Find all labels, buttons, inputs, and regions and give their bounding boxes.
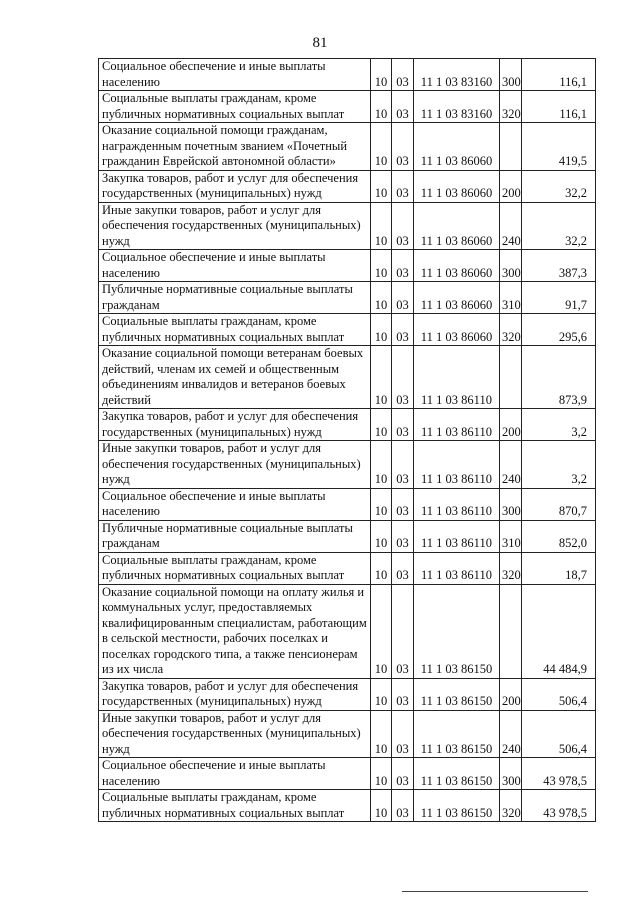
table-row <box>99 710 596 758</box>
subsection-code-cell: 03 <box>392 59 414 91</box>
section-code-cell: 10 <box>371 520 392 552</box>
target-article-cell: 11 1 03 86060 <box>414 170 500 202</box>
target-article-cell: 11 1 03 86150 <box>414 678 500 710</box>
section-code-cell: 10 <box>371 552 392 584</box>
target-article-cell: 11 1 03 86150 <box>414 790 500 822</box>
section-code-cell: 10 <box>371 584 392 678</box>
amount-cell: 43 978,5 <box>522 758 596 790</box>
subsection-code-cell: 03 <box>392 282 414 314</box>
amount-cell: 43 978,5 <box>522 790 596 822</box>
amount-cell: 3,2 <box>522 409 596 441</box>
row-name-cell: Оказание социальной помощи на оплату жилья и коммунальных услуг, предоставляемых квалифицированным специалистам, работающим в сельской местности, рабочих поселках и поселках городского типа, а также пенсионерам из их числа <box>99 584 371 678</box>
target-article-cell: 11 1 03 86110 <box>414 488 500 520</box>
expense-type-cell: 240 <box>500 202 522 250</box>
subsection-code-cell: 03 <box>392 346 414 409</box>
expense-type-cell: 300 <box>500 758 522 790</box>
expense-type-cell: 300 <box>500 59 522 91</box>
section-code-cell: 10 <box>371 314 392 346</box>
row-name-cell: Иные закупки товаров, работ и услуг для обеспечения государственных (муниципальных) нужд <box>99 441 371 489</box>
subsection-code-cell: 03 <box>392 678 414 710</box>
table-row <box>99 790 596 822</box>
table-row <box>99 758 596 790</box>
row-name-cell: Закупка товаров, работ и услуг для обеспечения государственных (муниципальных) нужд <box>99 409 371 441</box>
row-name-cell: Оказание социальной помощи ветеранам боевых действий, членам их семей и общественным объединениям инвалидов и ветеранов боевых действий <box>99 346 371 409</box>
subsection-code-cell: 03 <box>392 758 414 790</box>
subsection-code-cell: 03 <box>392 552 414 584</box>
table-row <box>99 488 596 520</box>
section-code-cell: 10 <box>371 488 392 520</box>
expense-type-cell <box>500 584 522 678</box>
row-name-cell: Социальное обеспечение и иные выплаты населению <box>99 488 371 520</box>
subsection-code-cell: 03 <box>392 91 414 123</box>
table-row <box>99 282 596 314</box>
subsection-code-cell: 03 <box>392 584 414 678</box>
table-row <box>99 520 596 552</box>
section-code-cell: 10 <box>371 790 392 822</box>
section-code-cell: 10 <box>371 59 392 91</box>
row-name-cell: Закупка товаров, работ и услуг для обеспечения государственных (муниципальных) нужд <box>99 678 371 710</box>
target-article-cell: 11 1 03 86060 <box>414 282 500 314</box>
subsection-code-cell: 03 <box>392 710 414 758</box>
row-name-cell: Оказание социальной помощи гражданам, награжденным почетным званием «Почетный гражданин Еврейской автономной области» <box>99 123 371 171</box>
subsection-code-cell: 03 <box>392 441 414 489</box>
expense-type-cell: 320 <box>500 91 522 123</box>
section-code-cell: 10 <box>371 678 392 710</box>
section-code-cell: 10 <box>371 346 392 409</box>
expense-type-cell: 310 <box>500 282 522 314</box>
amount-cell: 506,4 <box>522 678 596 710</box>
amount-cell: 116,1 <box>522 59 596 91</box>
row-name-cell: Социальное обеспечение и иные выплаты населению <box>99 59 371 91</box>
footer-line <box>402 891 588 892</box>
section-code-cell: 10 <box>371 758 392 790</box>
amount-cell: 32,2 <box>522 170 596 202</box>
row-name-cell: Социальные выплаты гражданам, кроме публичных нормативных социальных выплат <box>99 314 371 346</box>
target-article-cell: 11 1 03 86060 <box>414 250 500 282</box>
section-code-cell: 10 <box>371 91 392 123</box>
row-name-cell: Социальные выплаты гражданам, кроме публичных нормативных социальных выплат <box>99 91 371 123</box>
table-row <box>99 202 596 250</box>
subsection-code-cell: 03 <box>392 488 414 520</box>
subsection-code-cell: 03 <box>392 409 414 441</box>
target-article-cell: 11 1 03 86110 <box>414 346 500 409</box>
expense-type-cell: 200 <box>500 409 522 441</box>
row-name-cell: Социальные выплаты гражданам, кроме публичных нормативных социальных выплат <box>99 790 371 822</box>
amount-cell: 32,2 <box>522 202 596 250</box>
target-article-cell: 11 1 03 83160 <box>414 59 500 91</box>
amount-cell: 852,0 <box>522 520 596 552</box>
expense-type-cell: 240 <box>500 441 522 489</box>
table-row <box>99 123 596 171</box>
amount-cell: 870,7 <box>522 488 596 520</box>
expense-type-cell: 240 <box>500 710 522 758</box>
budget-table <box>98 58 596 822</box>
section-code-cell: 10 <box>371 123 392 171</box>
expense-type-cell: 200 <box>500 678 522 710</box>
target-article-cell: 11 1 03 86060 <box>414 123 500 171</box>
subsection-code-cell: 03 <box>392 123 414 171</box>
subsection-code-cell: 03 <box>392 250 414 282</box>
target-article-cell: 11 1 03 86110 <box>414 441 500 489</box>
expense-type-cell: 320 <box>500 790 522 822</box>
row-name-cell: Публичные нормативные социальные выплаты гражданам <box>99 282 371 314</box>
target-article-cell: 11 1 03 86150 <box>414 584 500 678</box>
expense-type-cell <box>500 346 522 409</box>
target-article-cell: 11 1 03 86060 <box>414 202 500 250</box>
expense-type-cell: 300 <box>500 488 522 520</box>
row-name-cell: Иные закупки товаров, работ и услуг для обеспечения государственных (муниципальных) нужд <box>99 202 371 250</box>
row-name-cell: Социальное обеспечение и иные выплаты населению <box>99 250 371 282</box>
table-row <box>99 250 596 282</box>
row-name-cell: Иные закупки товаров, работ и услуг для обеспечения государственных (муниципальных) нужд <box>99 710 371 758</box>
target-article-cell: 11 1 03 86060 <box>414 314 500 346</box>
amount-cell: 18,7 <box>522 552 596 584</box>
target-article-cell: 11 1 03 86150 <box>414 710 500 758</box>
expense-type-cell <box>500 123 522 171</box>
subsection-code-cell: 03 <box>392 202 414 250</box>
subsection-code-cell: 03 <box>392 520 414 552</box>
table-row <box>99 584 596 678</box>
amount-cell: 419,5 <box>522 123 596 171</box>
section-code-cell: 10 <box>371 282 392 314</box>
table-row <box>99 314 596 346</box>
subsection-code-cell: 03 <box>392 790 414 822</box>
table-row <box>99 441 596 489</box>
row-name-cell: Социальное обеспечение и иные выплаты населению <box>99 758 371 790</box>
budget-table-body <box>99 59 596 822</box>
table-row <box>99 678 596 710</box>
expense-type-cell: 300 <box>500 250 522 282</box>
section-code-cell: 10 <box>371 202 392 250</box>
section-code-cell: 10 <box>371 441 392 489</box>
amount-cell: 116,1 <box>522 91 596 123</box>
section-code-cell: 10 <box>371 250 392 282</box>
subsection-code-cell: 03 <box>392 314 414 346</box>
section-code-cell: 10 <box>371 409 392 441</box>
target-article-cell: 11 1 03 86110 <box>414 552 500 584</box>
table-row <box>99 552 596 584</box>
table-row <box>99 409 596 441</box>
target-article-cell: 11 1 03 83160 <box>414 91 500 123</box>
target-article-cell: 11 1 03 86110 <box>414 520 500 552</box>
section-code-cell: 10 <box>371 710 392 758</box>
amount-cell: 3,2 <box>522 441 596 489</box>
table-row <box>99 91 596 123</box>
amount-cell: 91,7 <box>522 282 596 314</box>
table-row <box>99 170 596 202</box>
amount-cell: 873,9 <box>522 346 596 409</box>
subsection-code-cell: 03 <box>392 170 414 202</box>
amount-cell: 387,3 <box>522 250 596 282</box>
section-code-cell: 10 <box>371 170 392 202</box>
expense-type-cell: 320 <box>500 552 522 584</box>
row-name-cell: Социальные выплаты гражданам, кроме публичных нормативных социальных выплат <box>99 552 371 584</box>
row-name-cell: Публичные нормативные социальные выплаты гражданам <box>99 520 371 552</box>
table-row <box>99 346 596 409</box>
table-row <box>99 59 596 91</box>
expense-type-cell: 200 <box>500 170 522 202</box>
amount-cell: 295,6 <box>522 314 596 346</box>
amount-cell: 506,4 <box>522 710 596 758</box>
target-article-cell: 11 1 03 86150 <box>414 758 500 790</box>
page-number: 81 <box>312 35 328 51</box>
expense-type-cell: 320 <box>500 314 522 346</box>
amount-cell: 44 484,9 <box>522 584 596 678</box>
row-name-cell: Закупка товаров, работ и услуг для обеспечения государственных (муниципальных) нужд <box>99 170 371 202</box>
target-article-cell: 11 1 03 86110 <box>414 409 500 441</box>
expense-type-cell: 310 <box>500 520 522 552</box>
